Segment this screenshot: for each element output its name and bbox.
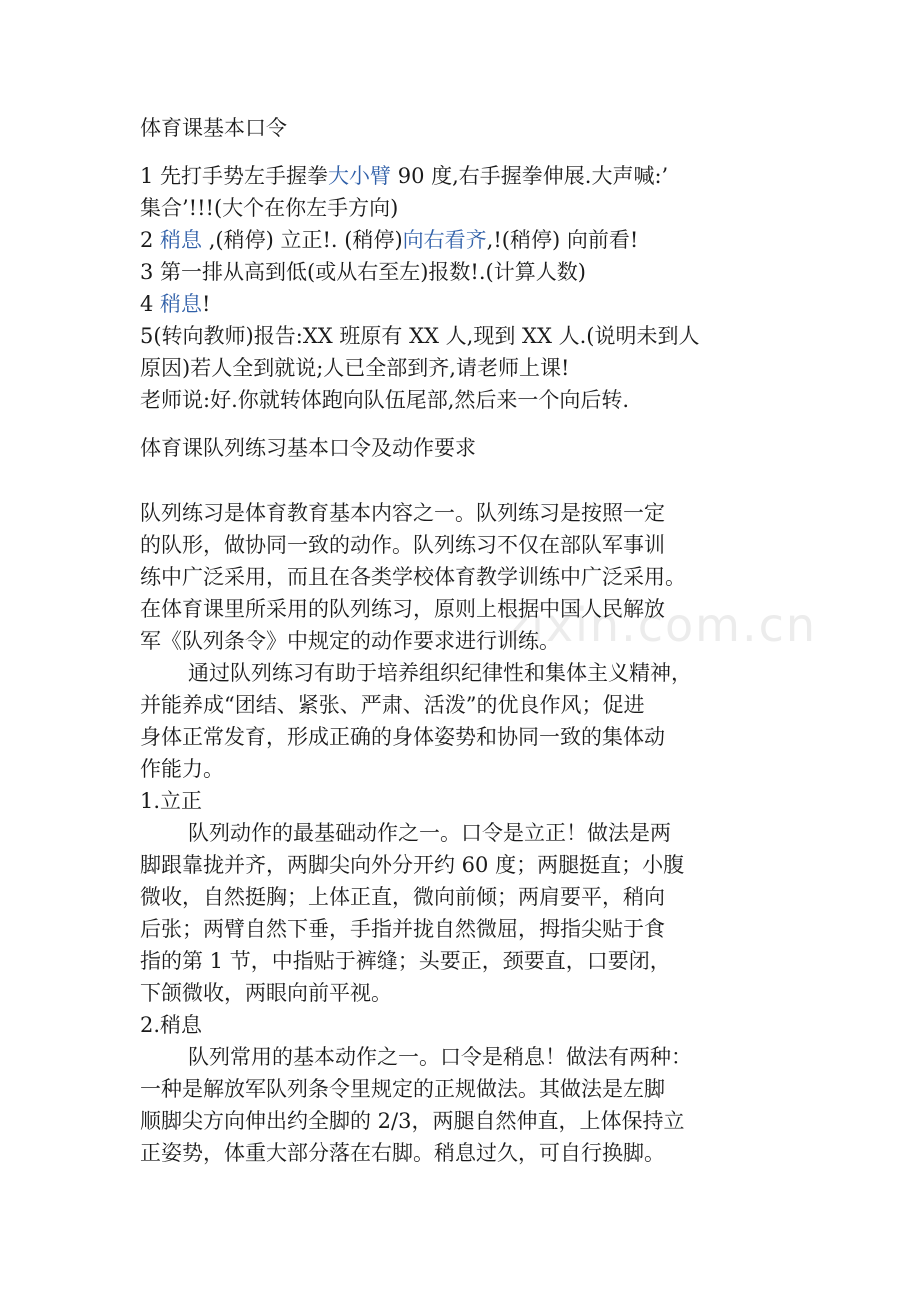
paragraph-2-line: 作能力。 <box>140 757 224 781</box>
section2-title: 体育课队列练习基本口令及动作要求 <box>140 436 476 460</box>
text-span: ,(稍停) 立正!. (稍停) <box>202 228 403 252</box>
paragraph-3-line: 队列动作的最基础动作之一。口令是立正！做法是两 <box>188 821 671 845</box>
text-span: 90 度,右手握拳伸展.大声喊:’ <box>391 164 669 188</box>
text-span: ,!(稍停) 向前看! <box>486 228 639 252</box>
paragraph-4-line: 正姿势，体重大部分落在右脚。稍息过久，可自行换脚。 <box>140 1141 665 1165</box>
text-span: 1 先打手势左手握拳 <box>140 164 329 188</box>
paragraph-4-line: 顺脚尖方向伸出约全脚的 2/3，两腿自然伸直，上体保持立 <box>140 1109 685 1133</box>
watermark: zixin.com.cn <box>505 598 818 652</box>
highlight-link[interactable]: 稍息 <box>160 292 203 316</box>
paragraph-3-line: 指的第 1 节，中指贴于裤缝；头要正，颈要直，口要闭， <box>140 949 671 973</box>
command-line-4 <box>140 288 211 320</box>
paragraph-3-line: 后张；两臂自然下垂，手指并拢自然微屈，拇指尖贴于食 <box>140 917 665 941</box>
command-line-3: 3 第一排从高到低(或从右至左)报数!.(计算人数) <box>140 260 586 284</box>
text-span: 4 <box>140 292 161 316</box>
paragraph-1-line: 军《队列条令》中规定的动作要求进行训练。 <box>140 629 560 653</box>
paragraph-1-line: 练中广泛采用，而且在各类学校体育教学训练中广泛采用。 <box>140 565 686 589</box>
text-span: 2 <box>140 228 161 252</box>
paragraph-2-line: 身体正常发育，形成正确的身体姿势和协同一致的集体动 <box>140 725 665 749</box>
command-line-1a <box>140 160 668 192</box>
paragraph-3-line: 微收，自然挺胸；上体正直，微向前倾；两肩要平，稍向 <box>140 885 665 909</box>
highlight-link[interactable]: 稍息 <box>160 228 203 252</box>
subheading-standing: 1.立正 <box>140 789 203 813</box>
paragraph-1-line: 队列练习是体育教育基本内容之一。队列练习是按照一定 <box>140 501 665 525</box>
command-line-5b: 原因)若人全到就说;人已全部到齐,请老师上课! <box>140 356 570 380</box>
section1-title: 体育课基本口令 <box>140 116 287 140</box>
paragraph-1-line: 在体育课里所采用的队列练习，原则上根据中国人民解放 <box>140 597 665 621</box>
command-line-5a: 5(转向教师)报告:XX 班原有 XX 人,现到 XX 人.(说明未到人 <box>140 324 700 348</box>
command-line-2 <box>140 224 638 256</box>
paragraph-1-line: 的队形，做协同一致的动作。队列练习不仅在部队军事训 <box>140 533 665 557</box>
paragraph-3-line: 脚跟靠拢并齐，两脚尖向外分开约 60 度；两腿挺直；小腹 <box>140 853 685 877</box>
paragraph-4-line: 队列常用的基本动作之一。口令是稍息！做法有两种： <box>188 1045 692 1069</box>
paragraph-2-line: 并能养成“团结、紧张、严肃、活泼”的优良作风；促进 <box>140 693 645 717</box>
highlight-link[interactable]: 大小臂 <box>328 164 392 188</box>
command-line-1b: 集合’!!!(大个在你左手方向) <box>140 196 399 220</box>
subheading-at-ease: 2.稍息 <box>140 1013 203 1037</box>
command-line-6: 老师说:好.你就转体跑向队伍尾部,然后来一个向后转. <box>140 388 630 412</box>
text-span: ! <box>202 292 211 316</box>
highlight-link[interactable]: 向右看齐 <box>402 228 487 252</box>
paragraph-2-line: 通过队列练习有助于培养组织纪律性和集体主义精神， <box>188 661 692 685</box>
paragraph-3-line: 下颌微收，两眼向前平视。 <box>140 981 392 1005</box>
paragraph-4-line: 一种是解放军队列条令里规定的正规做法。其做法是左脚 <box>140 1077 665 1101</box>
